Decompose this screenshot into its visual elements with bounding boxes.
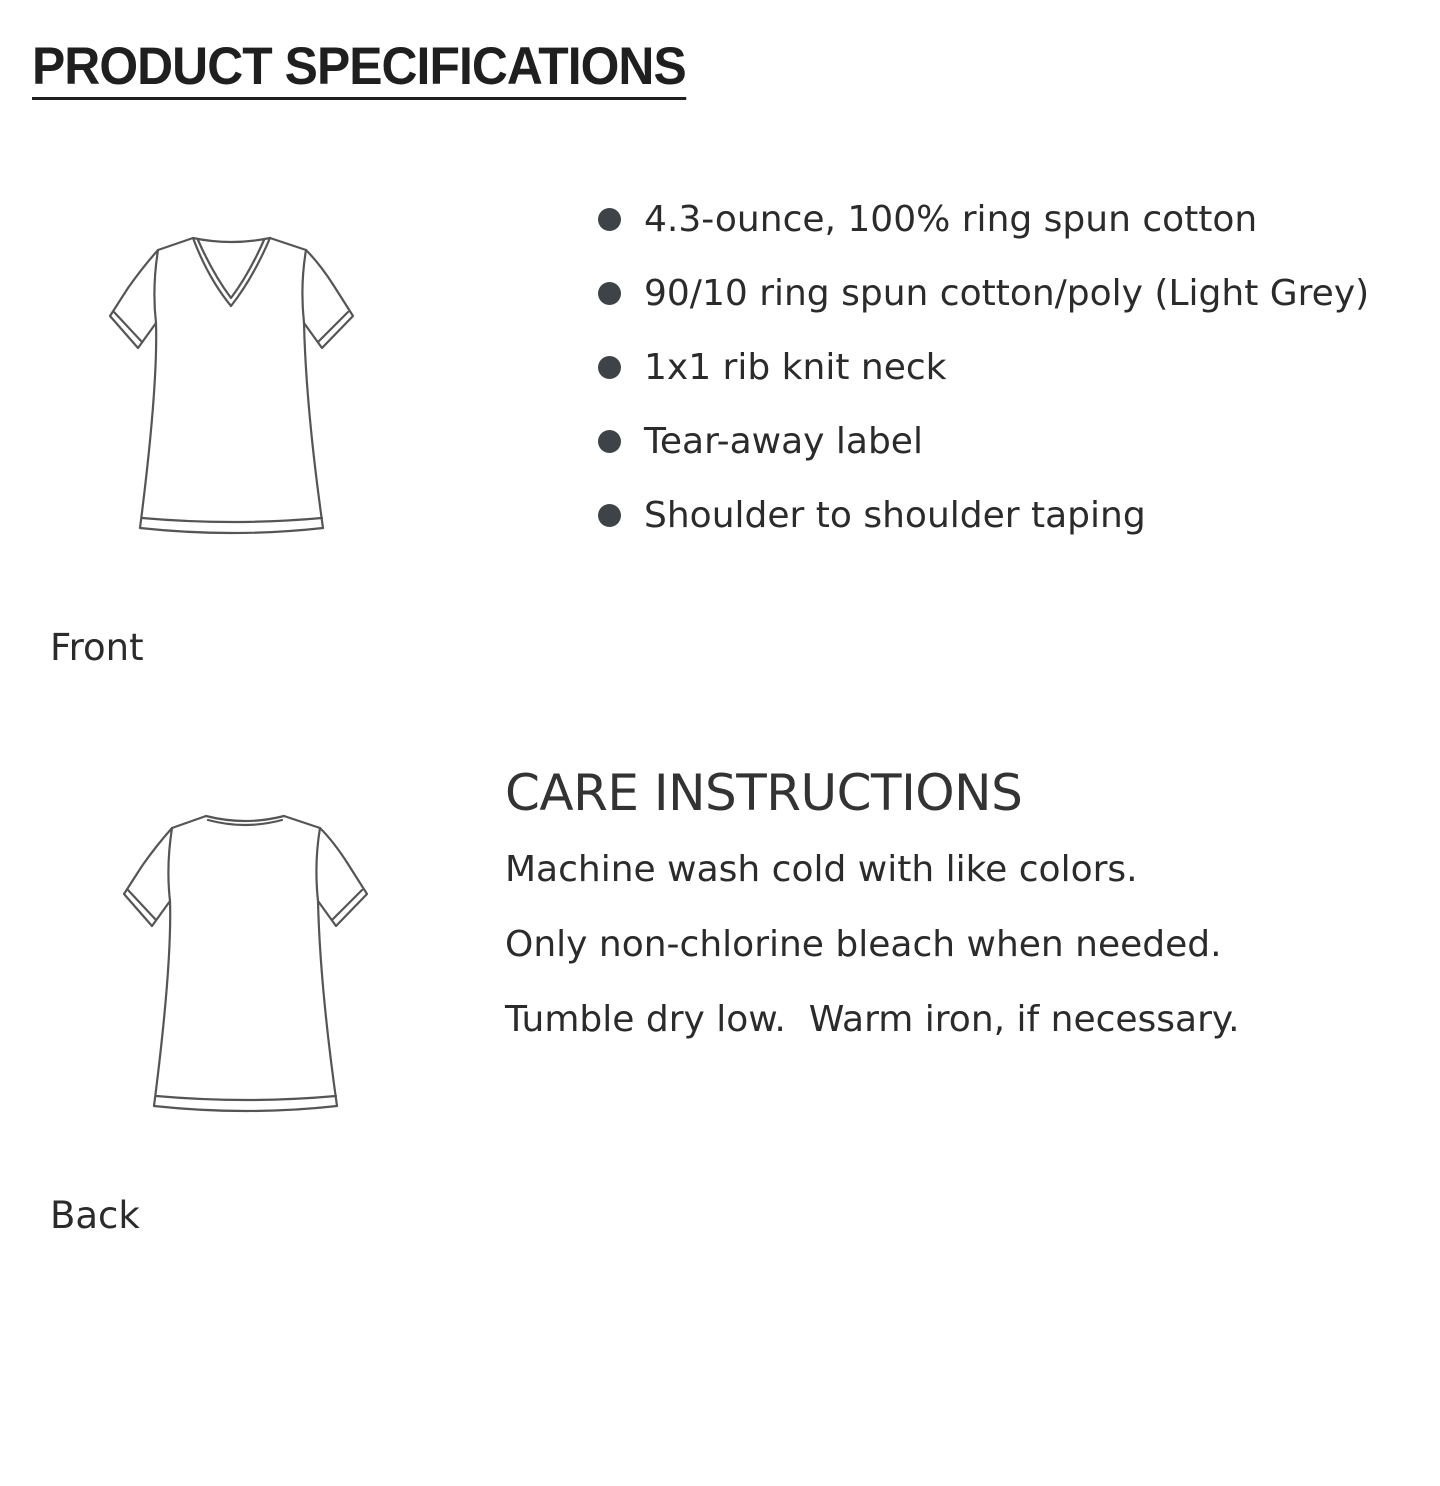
feature-text: 1x1 rib knit neck xyxy=(644,347,947,388)
bullet-icon xyxy=(598,282,621,305)
bullet-icon xyxy=(598,430,621,453)
feature-item xyxy=(596,196,1369,270)
back-view-label: Back xyxy=(50,1194,140,1237)
feature-list xyxy=(596,196,1369,566)
feature-text: Tear-away label xyxy=(644,421,923,462)
front-view-label: Front xyxy=(50,626,144,669)
page-title: PRODUCT SPECIFICATIONS xyxy=(32,40,686,100)
bullet-icon xyxy=(598,504,621,527)
feature-item xyxy=(596,492,1369,566)
shirt-back-icon xyxy=(112,806,382,1126)
care-instruction-line: Machine wash cold with like colors. xyxy=(505,849,1138,890)
care-instructions-heading: CARE INSTRUCTIONS xyxy=(505,764,1023,822)
back-shirt-illustration xyxy=(112,806,382,1126)
feature-item xyxy=(596,270,1369,344)
bullet-icon xyxy=(598,356,621,379)
feature-text: 4.3-ounce, 100% ring spun cotton xyxy=(644,199,1258,240)
feature-text: Shoulder to shoulder taping xyxy=(644,495,1146,536)
feature-item xyxy=(596,418,1369,492)
front-shirt-illustration xyxy=(98,228,368,548)
bullet-icon xyxy=(598,208,621,231)
care-instruction-line: Only non-chlorine bleach when needed. xyxy=(505,924,1222,965)
feature-text: 90/10 ring spun cotton/poly (Light Grey) xyxy=(644,273,1370,314)
care-instructions-list xyxy=(505,846,1240,1071)
care-instruction-line: Tumble dry low. Warm iron, if necessary. xyxy=(505,999,1240,1040)
feature-item xyxy=(596,344,1369,418)
v-neck-shirt-front-icon xyxy=(98,228,368,548)
